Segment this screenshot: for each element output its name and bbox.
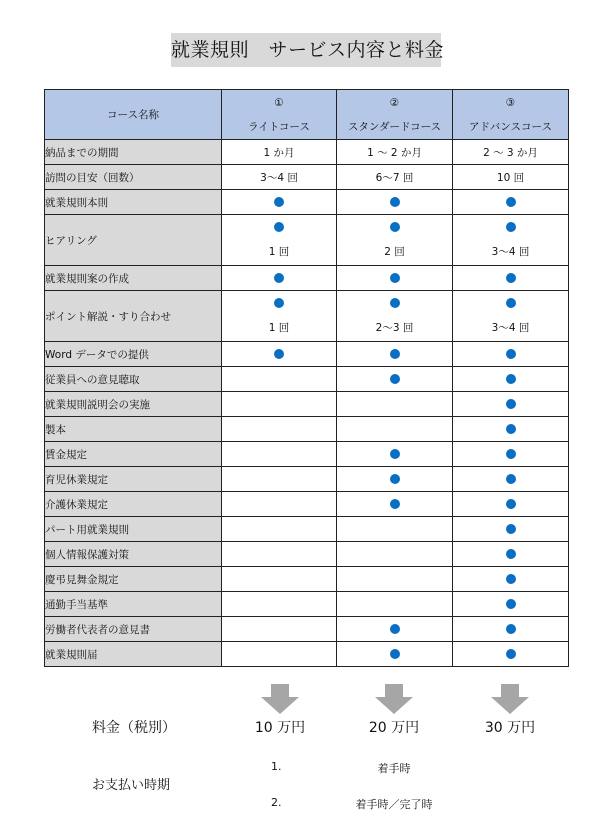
table-cell <box>337 642 453 667</box>
included-dot-icon <box>506 499 516 509</box>
row-label: 納品までの期間 <box>45 140 222 165</box>
table-row <box>45 215 569 266</box>
included-dot-icon <box>390 222 400 232</box>
payment-item-number: 2. <box>271 796 282 809</box>
table-cell <box>453 592 569 617</box>
included-dot-icon <box>506 624 516 634</box>
down-arrow-icon <box>261 684 299 714</box>
included-dot-icon <box>274 298 284 308</box>
row-label: ヒアリング <box>45 215 222 266</box>
payment-item-number: 1. <box>271 760 282 773</box>
table-cell <box>453 467 569 492</box>
table-row <box>45 291 569 342</box>
table-cell <box>337 442 453 467</box>
table-cell <box>222 467 337 492</box>
price-advance: 30 万円 <box>484 720 536 736</box>
table-cell <box>453 567 569 592</box>
table-cell <box>337 542 453 567</box>
table-cell <box>337 392 453 417</box>
price-standard: 20 万円 <box>368 720 420 736</box>
table-row <box>45 367 569 392</box>
payment-item-text: 着手時 <box>377 762 411 775</box>
row-label: 賃金規定 <box>45 442 222 467</box>
row-label: 育児休業規定 <box>45 467 222 492</box>
table-cell: 1 か月 <box>222 140 337 165</box>
table-cell: 6～7 回 <box>337 165 453 190</box>
table-cell <box>222 642 337 667</box>
included-dot-icon <box>390 197 400 207</box>
table-row <box>45 342 569 367</box>
table-row <box>45 140 569 165</box>
table-cell <box>337 467 453 492</box>
table-cell <box>453 617 569 642</box>
row-label: 就業規則届 <box>45 642 222 667</box>
included-dot-icon <box>506 197 516 207</box>
table-cell <box>337 342 453 367</box>
plan-number: ① <box>274 96 284 109</box>
included-dot-icon <box>390 349 400 359</box>
table-cell <box>337 417 453 442</box>
table-header-row <box>45 90 569 140</box>
included-dot-icon <box>274 197 284 207</box>
price-label: 料金（税別） <box>92 720 176 736</box>
row-label: ポイント解説・すり合わせ <box>45 291 222 342</box>
down-arrow-icon <box>375 684 413 714</box>
row-label: 就業規則説明会の実施 <box>45 392 222 417</box>
included-dot-icon <box>506 524 516 534</box>
table-row <box>45 190 569 215</box>
table-cell <box>337 291 453 342</box>
table-cell <box>222 442 337 467</box>
included-dot-icon <box>506 374 516 384</box>
included-dot-icon <box>274 222 284 232</box>
included-dot-icon <box>506 599 516 609</box>
table-cell <box>222 542 337 567</box>
table-cell <box>337 367 453 392</box>
included-dot-icon <box>506 574 516 584</box>
row-label: 介護休業規定 <box>45 492 222 517</box>
cell-text: 1 回 <box>268 321 290 334</box>
row-label: 個人情報保護対策 <box>45 542 222 567</box>
cell-text: 3～4 回 <box>491 321 530 334</box>
table-cell: 2 ～ 3 か月 <box>453 140 569 165</box>
cell-text: 2 回 <box>384 245 405 258</box>
table-cell <box>222 291 337 342</box>
row-label: 就業規則本則 <box>45 190 222 215</box>
plan-name: スタンダードコース <box>347 120 442 133</box>
row-label: 労働者代表者の意見書 <box>45 617 222 642</box>
included-dot-icon <box>506 649 516 659</box>
table-row <box>45 392 569 417</box>
table-cell <box>453 367 569 392</box>
included-dot-icon <box>506 474 516 484</box>
table-cell <box>337 592 453 617</box>
row-label: 通勤手当基準 <box>45 592 222 617</box>
included-dot-icon <box>390 624 400 634</box>
table-cell <box>222 190 337 215</box>
included-dot-icon <box>390 298 400 308</box>
table-cell <box>222 367 337 392</box>
plan-name: アドバンスコース <box>469 120 552 133</box>
table-cell <box>222 567 337 592</box>
table-cell <box>337 567 453 592</box>
table-row <box>45 542 569 567</box>
table-row <box>45 442 569 467</box>
plan-header-light <box>222 90 337 140</box>
table-cell <box>222 266 337 291</box>
table-row <box>45 592 569 617</box>
course-name-header: コース名称 <box>45 90 222 140</box>
table-cell <box>453 215 569 266</box>
table-cell <box>453 342 569 367</box>
plan-number: ② <box>389 96 400 109</box>
plan-header-advance <box>453 90 569 140</box>
included-dot-icon <box>390 474 400 484</box>
table-cell <box>222 342 337 367</box>
payment-item-text: 着手時／完了時 <box>355 798 433 811</box>
table-cell <box>337 617 453 642</box>
table-row <box>45 617 569 642</box>
cell-text: 3～4 回 <box>491 245 530 258</box>
plan-name: ライトコース <box>248 120 310 133</box>
included-dot-icon <box>390 374 400 384</box>
table-row <box>45 642 569 667</box>
table-cell <box>222 517 337 542</box>
table-cell <box>337 266 453 291</box>
table-cell <box>337 190 453 215</box>
table-row <box>45 567 569 592</box>
table-cell <box>337 215 453 266</box>
table-row <box>45 417 569 442</box>
included-dot-icon <box>506 222 516 232</box>
cell-text: 1 回 <box>268 245 290 258</box>
row-label: 就業規則案の作成 <box>45 266 222 291</box>
table-row <box>45 517 569 542</box>
table-cell <box>453 291 569 342</box>
table-row <box>45 165 569 190</box>
table-cell <box>337 492 453 517</box>
table-cell <box>453 266 569 291</box>
table-row <box>45 467 569 492</box>
table-cell <box>222 392 337 417</box>
table-cell <box>453 517 569 542</box>
row-label: 慶弔見舞金規定 <box>45 567 222 592</box>
included-dot-icon <box>506 449 516 459</box>
down-arrow-icon <box>491 684 529 714</box>
included-dot-icon <box>274 273 284 283</box>
table-cell: 1 ～ 2 か月 <box>337 140 453 165</box>
included-dot-icon <box>390 649 400 659</box>
plan-number: ③ <box>505 96 516 109</box>
table-cell: 3～4 回 <box>222 165 337 190</box>
row-label: パート用就業規則 <box>45 517 222 542</box>
included-dot-icon <box>390 449 400 459</box>
table-cell <box>222 492 337 517</box>
row-label: 訪問の目安（回数） <box>45 165 222 190</box>
row-label: 従業員への意見聴取 <box>45 367 222 392</box>
table-cell <box>453 190 569 215</box>
table-cell <box>222 215 337 266</box>
table-cell <box>453 392 569 417</box>
table-row <box>45 266 569 291</box>
row-label: 製本 <box>45 417 222 442</box>
service-table <box>44 89 569 667</box>
included-dot-icon <box>274 349 284 359</box>
payment-label: お支払い時期 <box>92 778 171 793</box>
included-dot-icon <box>390 273 400 283</box>
table-cell <box>222 617 337 642</box>
included-dot-icon <box>506 298 516 308</box>
included-dot-icon <box>506 399 516 409</box>
cell-text: 2～3 回 <box>375 321 414 334</box>
row-label: Word データでの提供 <box>45 342 222 367</box>
table-row <box>45 492 569 517</box>
table-cell <box>337 517 453 542</box>
table-cell <box>453 442 569 467</box>
table-cell <box>453 642 569 667</box>
page-title: 就業規則 サービス内容と料金 <box>171 33 441 67</box>
included-dot-icon <box>506 424 516 434</box>
table-cell <box>222 592 337 617</box>
included-dot-icon <box>506 349 516 359</box>
table-cell <box>222 417 337 442</box>
included-dot-icon <box>506 273 516 283</box>
table-cell <box>453 417 569 442</box>
included-dot-icon <box>506 549 516 559</box>
price-light: 10 万円 <box>254 720 306 736</box>
table-cell <box>453 492 569 517</box>
included-dot-icon <box>390 499 400 509</box>
table-cell <box>453 542 569 567</box>
plan-header-standard <box>337 90 453 140</box>
table-cell: 10 回 <box>453 165 569 190</box>
